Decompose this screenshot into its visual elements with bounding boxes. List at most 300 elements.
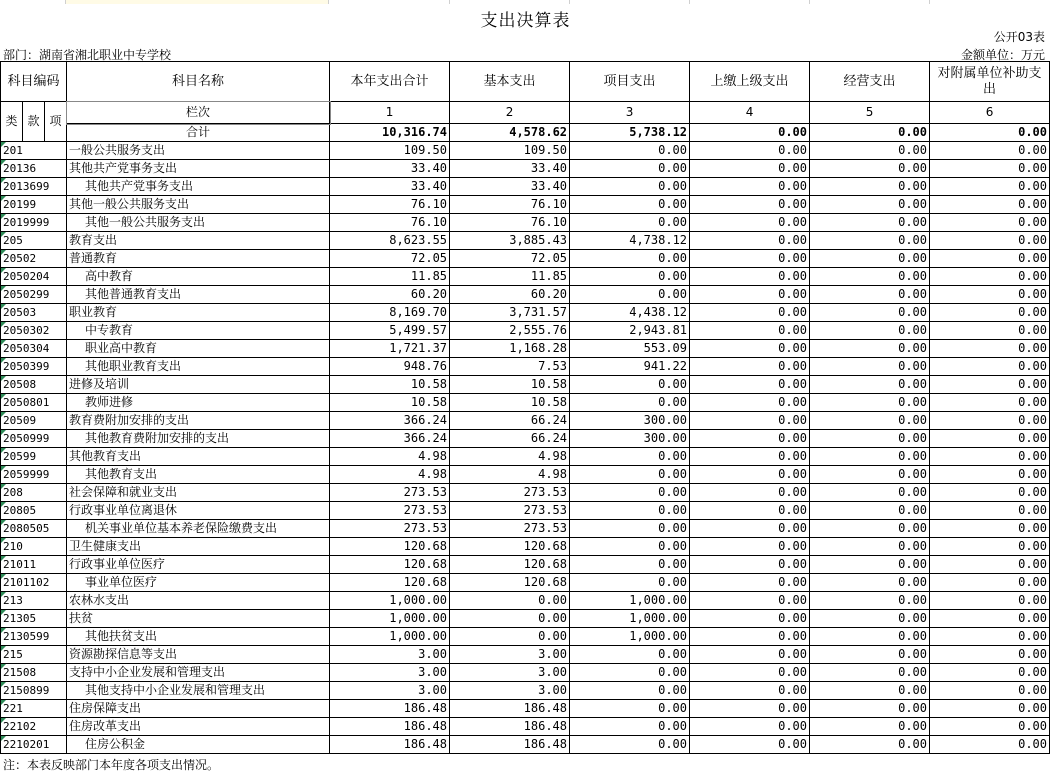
row-value: 0.00 xyxy=(690,196,810,214)
row-value: 0.00 xyxy=(690,628,810,646)
row-name: 其他支持中小企业发展和管理支出 xyxy=(67,682,330,700)
col-number-6: 6 xyxy=(930,102,1050,124)
header-lanci[interactable]: 栏次 xyxy=(67,102,330,124)
row-value: 273.53 xyxy=(330,484,450,502)
amount-unit-label: 金额单位：万元 xyxy=(960,48,1045,62)
table-row xyxy=(1,340,1050,358)
row-value: 0.00 xyxy=(930,646,1050,664)
row-value: 76.10 xyxy=(450,214,570,232)
row-value: 273.53 xyxy=(450,484,570,502)
table-row xyxy=(1,736,1050,754)
row-value: 0.00 xyxy=(810,700,930,718)
row-value: 0.00 xyxy=(690,592,810,610)
row-value: 4.98 xyxy=(450,466,570,484)
row-value: 1,000.00 xyxy=(330,628,450,646)
row-value: 0.00 xyxy=(930,142,1050,160)
row-code: 21011 xyxy=(1,556,67,574)
table-row xyxy=(1,610,1050,628)
row-name: 高中教育 xyxy=(67,268,330,286)
table-row xyxy=(1,502,1050,520)
row-value: 0.00 xyxy=(570,538,690,556)
row-value: 1,168.28 xyxy=(450,340,570,358)
row-value: 0.00 xyxy=(690,358,810,376)
row-value: 66.24 xyxy=(450,412,570,430)
row-value: 60.20 xyxy=(450,286,570,304)
row-value: 33.40 xyxy=(330,160,450,178)
row-value: 0.00 xyxy=(930,304,1050,322)
row-value: 0.00 xyxy=(810,394,930,412)
row-value: 0.00 xyxy=(810,736,930,754)
row-value: 0.00 xyxy=(570,376,690,394)
row-name: 事业单位医疗 xyxy=(67,574,330,592)
row-name: 其他一般公共服务支出 xyxy=(67,214,330,232)
total-value: 10,316.74 xyxy=(330,124,450,142)
col-number-1: 1 xyxy=(330,102,450,124)
row-value: 0.00 xyxy=(690,250,810,268)
row-value: 0.00 xyxy=(690,430,810,448)
row-value: 0.00 xyxy=(810,250,930,268)
row-code: 20805 xyxy=(1,502,67,520)
row-value: 0.00 xyxy=(690,160,810,178)
row-value: 0.00 xyxy=(930,250,1050,268)
row-value: 10.58 xyxy=(450,394,570,412)
row-value: 948.76 xyxy=(330,358,450,376)
table-row xyxy=(1,322,1050,340)
header-col-5: 经营支出 xyxy=(810,62,930,102)
row-value: 0.00 xyxy=(810,520,930,538)
row-value: 3.00 xyxy=(450,664,570,682)
row-value: 0.00 xyxy=(930,664,1050,682)
row-code: 215 xyxy=(1,646,67,664)
row-name: 普通教育 xyxy=(67,250,330,268)
row-value: 0.00 xyxy=(570,682,690,700)
row-value: 0.00 xyxy=(690,664,810,682)
row-value: 0.00 xyxy=(570,718,690,736)
table-row xyxy=(1,142,1050,160)
row-value: 3.00 xyxy=(450,646,570,664)
page-title: 支出决算表 xyxy=(480,11,571,31)
table-row xyxy=(1,232,1050,250)
row-value: 60.20 xyxy=(330,286,450,304)
row-value: 186.48 xyxy=(450,736,570,754)
row-value: 109.50 xyxy=(450,142,570,160)
row-value: 186.48 xyxy=(330,700,450,718)
table-row xyxy=(1,628,1050,646)
row-value: 76.10 xyxy=(330,196,450,214)
row-code: 2050204 xyxy=(1,268,67,286)
row-value: 0.00 xyxy=(930,160,1050,178)
row-value: 0.00 xyxy=(690,394,810,412)
row-value: 10.58 xyxy=(330,394,450,412)
total-value: 0.00 xyxy=(690,124,810,142)
row-name: 其他共产党事务支出 xyxy=(67,160,330,178)
row-code: 2013699 xyxy=(1,178,67,196)
row-value: 0.00 xyxy=(450,628,570,646)
row-value: 11.85 xyxy=(450,268,570,286)
table-row xyxy=(1,682,1050,700)
row-name: 其他一般公共服务支出 xyxy=(67,196,330,214)
row-value: 0.00 xyxy=(930,736,1050,754)
row-value: 0.00 xyxy=(810,502,930,520)
row-value: 0.00 xyxy=(570,502,690,520)
row-value: 0.00 xyxy=(930,502,1050,520)
row-value: 3,731.57 xyxy=(450,304,570,322)
row-value: 186.48 xyxy=(330,736,450,754)
row-value: 1,721.37 xyxy=(330,340,450,358)
row-value: 0.00 xyxy=(690,286,810,304)
row-value: 0.00 xyxy=(690,376,810,394)
row-value: 0.00 xyxy=(810,664,930,682)
row-value: 0.00 xyxy=(810,610,930,628)
row-value: 273.53 xyxy=(330,502,450,520)
row-value: 0.00 xyxy=(810,358,930,376)
row-value: 186.48 xyxy=(450,718,570,736)
row-value: 0.00 xyxy=(450,592,570,610)
col-number-4: 4 xyxy=(690,102,810,124)
total-value: 0.00 xyxy=(810,124,930,142)
row-value: 0.00 xyxy=(930,538,1050,556)
row-value: 0.00 xyxy=(930,556,1050,574)
row-value: 0.00 xyxy=(930,592,1050,610)
total-label: 合计 xyxy=(67,124,330,142)
row-value: 4.98 xyxy=(450,448,570,466)
row-value: 0.00 xyxy=(570,646,690,664)
row-value: 0.00 xyxy=(930,628,1050,646)
row-name: 其他教育支出 xyxy=(67,448,330,466)
row-value: 0.00 xyxy=(690,214,810,232)
row-value: 0.00 xyxy=(570,664,690,682)
col-number-3: 3 xyxy=(570,102,690,124)
row-value: 0.00 xyxy=(570,160,690,178)
row-value: 0.00 xyxy=(930,394,1050,412)
row-value: 0.00 xyxy=(810,430,930,448)
row-value: 3,885.43 xyxy=(450,232,570,250)
row-value: 0.00 xyxy=(930,682,1050,700)
row-value: 0.00 xyxy=(930,574,1050,592)
row-value: 3.00 xyxy=(330,682,450,700)
row-value: 2,555.76 xyxy=(450,322,570,340)
row-value: 0.00 xyxy=(930,430,1050,448)
table-row xyxy=(1,304,1050,322)
row-value: 120.68 xyxy=(450,538,570,556)
footnote: 注：本表反映部门本年度各项支出情况。 xyxy=(3,758,220,772)
form-code: 公开03表 xyxy=(993,30,1045,44)
table-row xyxy=(1,178,1050,196)
row-name: 资源勘探信息等支出 xyxy=(67,646,330,664)
table-row xyxy=(1,538,1050,556)
row-value: 300.00 xyxy=(570,430,690,448)
row-value: 0.00 xyxy=(570,250,690,268)
row-value: 33.40 xyxy=(330,178,450,196)
row-value: 2,943.81 xyxy=(570,322,690,340)
row-value: 8,169.70 xyxy=(330,304,450,322)
row-value: 0.00 xyxy=(810,286,930,304)
row-value: 0.00 xyxy=(570,448,690,466)
row-value: 0.00 xyxy=(690,322,810,340)
row-value: 941.22 xyxy=(570,358,690,376)
row-name: 支持中小企业发展和管理支出 xyxy=(67,664,330,682)
row-name: 机关事业单位基本养老保险缴费支出 xyxy=(67,520,330,538)
row-value: 4.98 xyxy=(330,466,450,484)
row-name: 其他教育费附加安排的支出 xyxy=(67,430,330,448)
row-name: 其他扶贫支出 xyxy=(67,628,330,646)
row-value: 0.00 xyxy=(810,556,930,574)
row-value: 0.00 xyxy=(690,142,810,160)
row-value: 0.00 xyxy=(810,682,930,700)
row-value: 0.00 xyxy=(570,286,690,304)
row-value: 120.68 xyxy=(330,538,450,556)
row-code: 2050801 xyxy=(1,394,67,412)
row-value: 3.00 xyxy=(330,646,450,664)
row-value: 10.58 xyxy=(330,376,450,394)
row-code: 2130599 xyxy=(1,628,67,646)
row-value: 4.98 xyxy=(330,448,450,466)
row-name: 其他共产党事务支出 xyxy=(67,178,330,196)
row-value: 366.24 xyxy=(330,412,450,430)
table-row xyxy=(1,376,1050,394)
table-row xyxy=(1,394,1050,412)
row-code: 20503 xyxy=(1,304,67,322)
row-value: 0.00 xyxy=(810,574,930,592)
row-name: 职业高中教育 xyxy=(67,340,330,358)
row-value: 0.00 xyxy=(810,628,930,646)
row-code: 2210201 xyxy=(1,736,67,754)
table-row xyxy=(1,358,1050,376)
row-value: 553.09 xyxy=(570,340,690,358)
row-value: 0.00 xyxy=(690,412,810,430)
row-value: 0.00 xyxy=(930,448,1050,466)
header-col-2: 基本支出 xyxy=(450,62,570,102)
row-code: 20599 xyxy=(1,448,67,466)
row-name: 住房公积金 xyxy=(67,736,330,754)
header-name: 科目名称 xyxy=(67,62,330,102)
table-row xyxy=(1,160,1050,178)
row-value: 0.00 xyxy=(690,682,810,700)
row-code: 2059999 xyxy=(1,466,67,484)
row-value: 66.24 xyxy=(450,430,570,448)
row-code: 208 xyxy=(1,484,67,502)
row-value: 0.00 xyxy=(690,718,810,736)
row-value: 0.00 xyxy=(810,178,930,196)
row-value: 0.00 xyxy=(690,502,810,520)
row-code: 205 xyxy=(1,232,67,250)
row-value: 33.40 xyxy=(450,178,570,196)
row-code: 21305 xyxy=(1,610,67,628)
row-value: 0.00 xyxy=(570,268,690,286)
row-name: 一般公共服务支出 xyxy=(67,142,330,160)
row-value: 0.00 xyxy=(690,736,810,754)
department-label: 部门：湖南省湘北职业中专学校 xyxy=(3,48,172,62)
row-value: 4,738.12 xyxy=(570,232,690,250)
row-value: 10.58 xyxy=(450,376,570,394)
header-lei: 类 xyxy=(1,102,23,142)
row-value: 186.48 xyxy=(330,718,450,736)
row-code: 2050999 xyxy=(1,430,67,448)
row-value: 0.00 xyxy=(690,466,810,484)
table-row xyxy=(1,556,1050,574)
row-value: 0.00 xyxy=(570,178,690,196)
row-value: 366.24 xyxy=(330,430,450,448)
row-value: 0.00 xyxy=(930,466,1050,484)
expenditure-table xyxy=(0,61,1050,754)
row-value: 0.00 xyxy=(570,142,690,160)
header-col-6: 对附属单位补助支出 xyxy=(930,62,1050,102)
header-col-4: 上缴上级支出 xyxy=(690,62,810,102)
header-kuan: 款 xyxy=(23,102,45,142)
row-value: 0.00 xyxy=(810,160,930,178)
lanci-row xyxy=(1,102,1050,124)
row-code: 2150899 xyxy=(1,682,67,700)
table-row xyxy=(1,592,1050,610)
table-row xyxy=(1,286,1050,304)
row-name: 卫生健康支出 xyxy=(67,538,330,556)
col-number-2: 2 xyxy=(450,102,570,124)
table-row xyxy=(1,214,1050,232)
row-code: 2080505 xyxy=(1,520,67,538)
row-value: 0.00 xyxy=(930,214,1050,232)
row-value: 273.53 xyxy=(330,520,450,538)
row-value: 33.40 xyxy=(450,160,570,178)
row-code: 20508 xyxy=(1,376,67,394)
total-value: 4,578.62 xyxy=(450,124,570,142)
row-value: 76.10 xyxy=(450,196,570,214)
row-value: 0.00 xyxy=(810,448,930,466)
row-value: 0.00 xyxy=(570,574,690,592)
row-code: 22102 xyxy=(1,718,67,736)
row-value: 0.00 xyxy=(930,412,1050,430)
row-name: 教育费附加安排的支出 xyxy=(67,412,330,430)
row-value: 11.85 xyxy=(330,268,450,286)
row-value: 0.00 xyxy=(930,196,1050,214)
row-code: 20136 xyxy=(1,160,67,178)
row-value: 0.00 xyxy=(690,232,810,250)
row-value: 0.00 xyxy=(810,268,930,286)
row-value: 120.68 xyxy=(450,574,570,592)
row-value: 0.00 xyxy=(810,214,930,232)
row-code: 21508 xyxy=(1,664,67,682)
row-value: 1,000.00 xyxy=(570,610,690,628)
row-code: 210 xyxy=(1,538,67,556)
row-value: 109.50 xyxy=(330,142,450,160)
table-row xyxy=(1,718,1050,736)
table-row xyxy=(1,196,1050,214)
row-value: 7.53 xyxy=(450,358,570,376)
row-value: 120.68 xyxy=(330,556,450,574)
row-value: 0.00 xyxy=(690,448,810,466)
total-value: 5,738.12 xyxy=(570,124,690,142)
row-name: 进修及培训 xyxy=(67,376,330,394)
row-name: 其他职业教育支出 xyxy=(67,358,330,376)
row-name: 社会保障和就业支出 xyxy=(67,484,330,502)
row-value: 0.00 xyxy=(810,592,930,610)
row-value: 0.00 xyxy=(810,466,930,484)
row-value: 72.05 xyxy=(330,250,450,268)
row-value: 0.00 xyxy=(810,376,930,394)
row-name: 住房保障支出 xyxy=(67,700,330,718)
table-row xyxy=(1,664,1050,682)
row-value: 0.00 xyxy=(570,484,690,502)
row-value: 0.00 xyxy=(690,340,810,358)
row-value: 0.00 xyxy=(570,214,690,232)
row-value: 0.00 xyxy=(570,700,690,718)
row-value: 273.53 xyxy=(450,502,570,520)
row-value: 0.00 xyxy=(930,286,1050,304)
row-name: 行政事业单位医疗 xyxy=(67,556,330,574)
row-value: 0.00 xyxy=(930,376,1050,394)
row-value: 0.00 xyxy=(450,610,570,628)
row-value: 0.00 xyxy=(930,700,1050,718)
row-value: 0.00 xyxy=(930,178,1050,196)
row-value: 120.68 xyxy=(330,574,450,592)
header-col-1: 本年支出合计 xyxy=(330,62,450,102)
row-value: 0.00 xyxy=(690,268,810,286)
row-value: 0.00 xyxy=(810,304,930,322)
table-row xyxy=(1,250,1050,268)
row-value: 4,438.12 xyxy=(570,304,690,322)
row-name: 中专教育 xyxy=(67,322,330,340)
row-name: 教师进修 xyxy=(67,394,330,412)
table-row xyxy=(1,484,1050,502)
row-value: 76.10 xyxy=(330,214,450,232)
row-value: 0.00 xyxy=(810,232,930,250)
row-value: 72.05 xyxy=(450,250,570,268)
row-value: 0.00 xyxy=(930,340,1050,358)
table-row xyxy=(1,646,1050,664)
row-code: 20199 xyxy=(1,196,67,214)
row-value: 0.00 xyxy=(930,484,1050,502)
row-code: 2101102 xyxy=(1,574,67,592)
table-row xyxy=(1,268,1050,286)
table-row xyxy=(1,430,1050,448)
row-value: 0.00 xyxy=(570,520,690,538)
row-code: 20509 xyxy=(1,412,67,430)
row-value: 0.00 xyxy=(690,646,810,664)
row-code: 2019999 xyxy=(1,214,67,232)
row-value: 3.00 xyxy=(330,664,450,682)
row-value: 0.00 xyxy=(810,412,930,430)
row-value: 0.00 xyxy=(570,466,690,484)
row-name: 行政事业单位离退休 xyxy=(67,502,330,520)
row-value: 0.00 xyxy=(930,358,1050,376)
row-code: 20502 xyxy=(1,250,67,268)
row-name: 其他普通教育支出 xyxy=(67,286,330,304)
row-value: 0.00 xyxy=(570,736,690,754)
row-code: 2050304 xyxy=(1,340,67,358)
row-value: 120.68 xyxy=(450,556,570,574)
row-value: 0.00 xyxy=(930,610,1050,628)
row-value: 0.00 xyxy=(810,646,930,664)
row-value: 0.00 xyxy=(810,718,930,736)
row-value: 0.00 xyxy=(570,556,690,574)
row-name: 教育支出 xyxy=(67,232,330,250)
row-value: 0.00 xyxy=(810,340,930,358)
row-code: 201 xyxy=(1,142,67,160)
sheet-top-strip xyxy=(0,0,1051,4)
row-value: 0.00 xyxy=(690,178,810,196)
total-row xyxy=(1,124,1050,142)
row-value: 0.00 xyxy=(690,700,810,718)
row-value: 8,623.55 xyxy=(330,232,450,250)
header-col-3: 项目支出 xyxy=(570,62,690,102)
row-value: 0.00 xyxy=(810,142,930,160)
row-code: 213 xyxy=(1,592,67,610)
row-value: 0.00 xyxy=(810,538,930,556)
row-name: 农林水支出 xyxy=(67,592,330,610)
row-value: 3.00 xyxy=(450,682,570,700)
row-value: 0.00 xyxy=(690,556,810,574)
row-value: 1,000.00 xyxy=(570,628,690,646)
table-row xyxy=(1,520,1050,538)
